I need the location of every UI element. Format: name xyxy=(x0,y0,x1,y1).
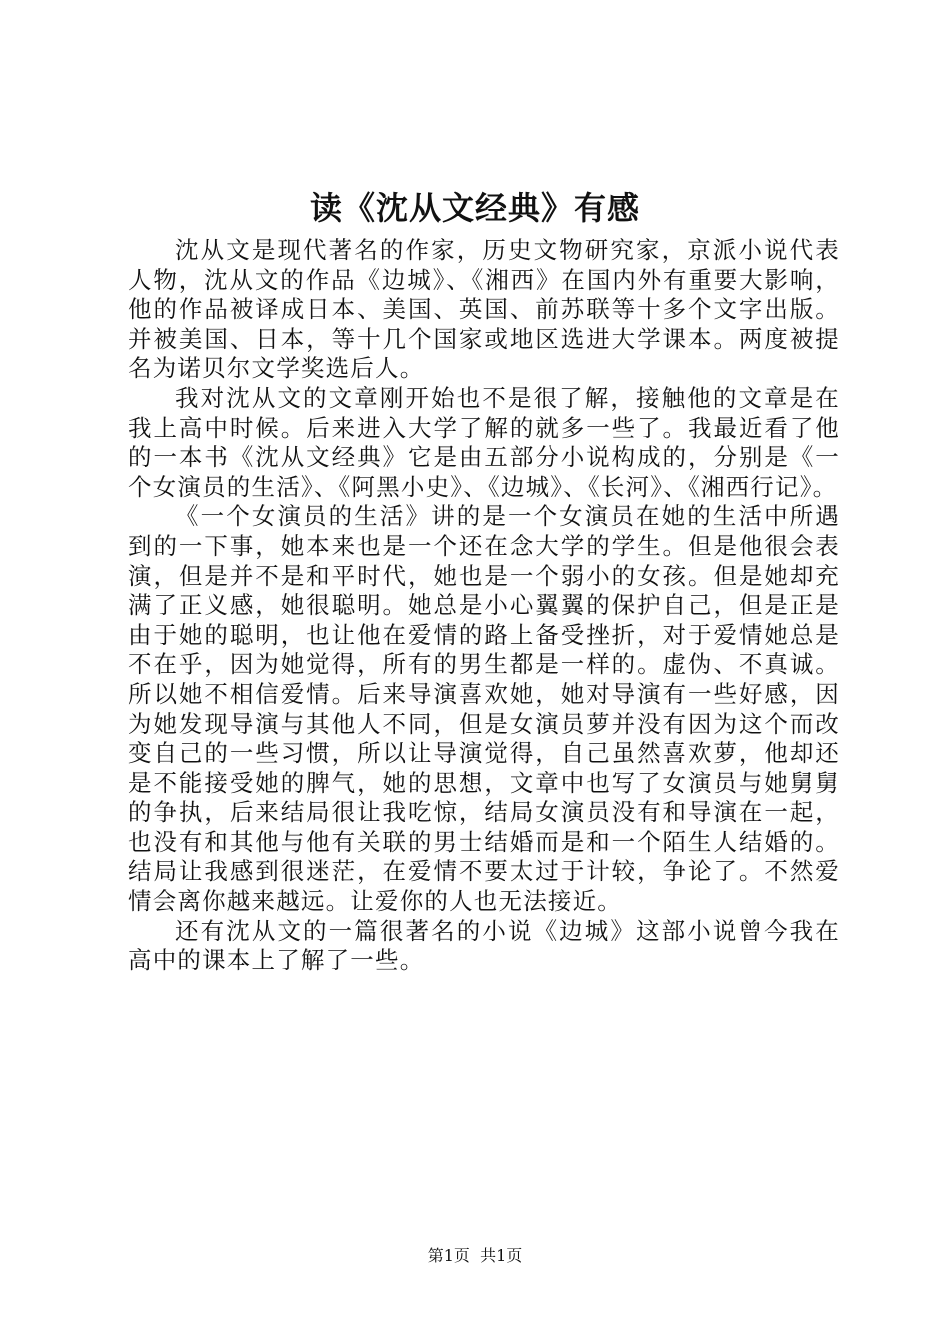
page-number-label: 第1页 共1页 xyxy=(427,1246,523,1265)
page-footer xyxy=(0,1244,950,1268)
paragraph-2: 我对沈从文的文章刚开始也不是很了解，接触他的文章是在我上高中时候。后来进入大学了解的就多一些了。我最近看了他的一本书《沈从文经典》它是由五部分小说构成的，分别是《一个女演员的生活》、《阿黑小史》、《边城》、《长河》、《湘西行记》。 xyxy=(128,383,840,501)
paragraph-3: 《一个女演员的生活》讲的是一个女演员在她的生活中所遇到的一下事，她本来也是一个还在念大学的学生。但是他很会表演，但是并不是和平时代，她也是一个弱小的女孩。但是她却充满了正义感，她很聪明。她总是小心翼翼的保护自己，但是正是由于她的聪明，也让他在爱情的路上备受挫折，对于爱情她总是不在乎，因为她觉得，所有的男生都是一样的。虚伪、不真诚。所以她不相信爱情。后来导演喜欢她，她对导演有一些好感，因为她发现导演与其他人不同，但是女演员萝并没有因为这个而改变自己的一些习惯，所以让导演觉得，自己虽然喜欢萝，他却还是不能接受她的脾气，她的思想，文章中也写了女演员与她舅舅的争执，后来结局很让我吃惊，结局女演员没有和导演在一起，也没有和其他与他有关联的男士结婚而是和一个陌生人结婚的。结局让我感到很迷茫，在爱情不要太过于计较，争论了。不然爱情会离你越来越远。让爱你的人也无法接近。 xyxy=(128,502,840,916)
document-title: 读《沈从文经典》有感 xyxy=(309,189,640,227)
paragraph-4: 还有沈从文的一篇很著名的小说《边城》这部小说曾今我在高中的课本上了解了一些。 xyxy=(128,916,840,975)
document-body xyxy=(128,236,840,976)
paragraph-1: 沈从文是现代著名的作家，历史文物研究家，京派小说代表人物，沈从文的作品《边城》、《湘西》在国内外有重要大影响，他的作品被译成日本、美国、英国、前苏联等十多个文字出版。并被美国、日本，等十几个国家或地区选进大学课本。两度被提名为诺贝尔文学奖选后人。 xyxy=(128,236,840,383)
